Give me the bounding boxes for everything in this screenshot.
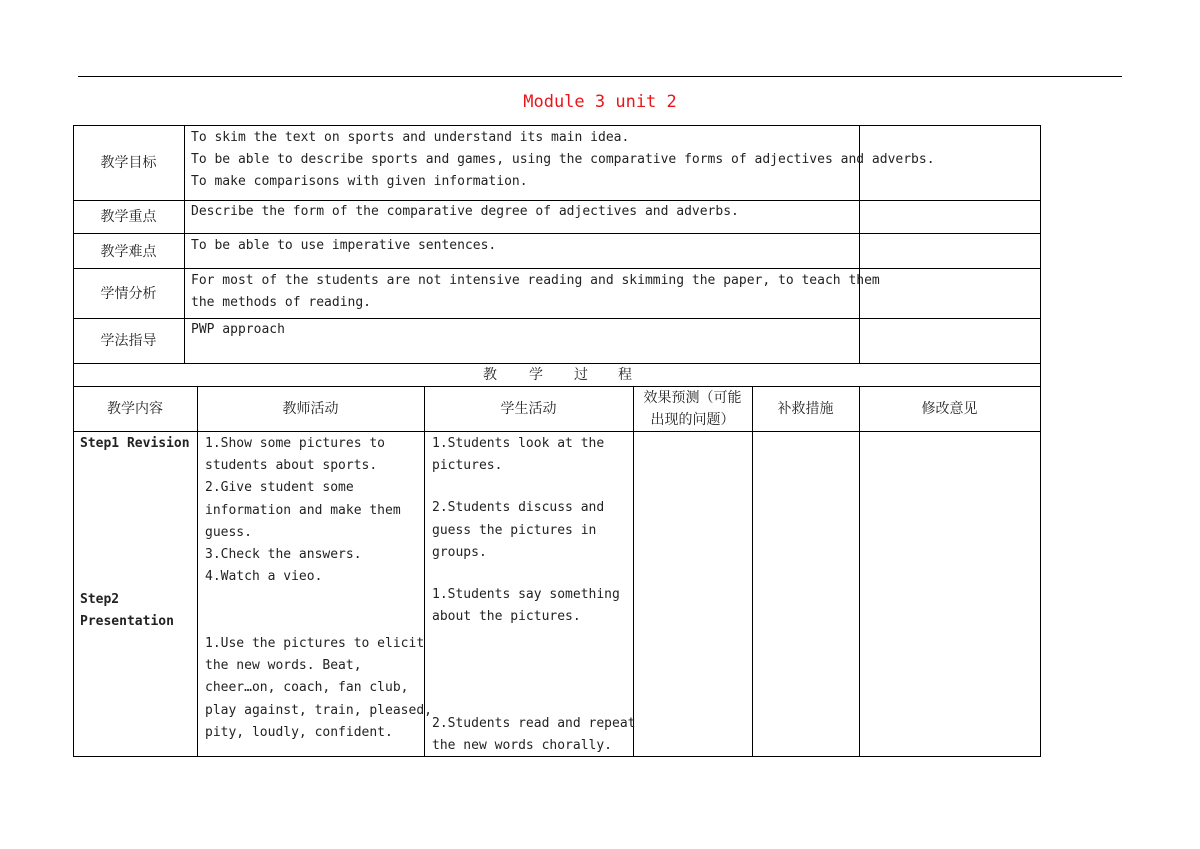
learner-analysis-line-2: the methods of reading.: [191, 295, 372, 310]
key-points-text: Describe the form of the comparative degree of adjectives and adverbs.: [191, 204, 739, 219]
header-rule: [78, 76, 1122, 77]
page-title: Module 3 unit 2: [523, 92, 677, 112]
objectives-line-1: To skim the text on sports and understand its main idea.: [191, 130, 630, 145]
col-header-effect-line-1: 效果预测（可能: [643, 390, 742, 406]
learner-analysis-line-1: For most of the students are not intensive reading and skimming the paper, to teach them: [191, 273, 880, 288]
step1-label: Step1 Revision: [80, 436, 190, 451]
method-guidance-text: PWP approach: [191, 322, 285, 337]
col-header-student: 学生活动: [500, 401, 557, 417]
label-objectives: 教学目标: [100, 155, 157, 171]
difficulties-text: To be able to use imperative sentences.: [191, 238, 497, 253]
label-learner-analysis: 学情分析: [100, 286, 157, 302]
label-key-points: 教学重点: [100, 209, 157, 225]
col-header-teacher: 教师活动: [282, 401, 339, 417]
col-header-remedy: 补救措施: [777, 401, 834, 417]
label-difficulties: 教学难点: [100, 244, 157, 260]
step2-label-line-1: Step2: [80, 592, 120, 607]
label-method-guidance: 学法指导: [100, 333, 157, 349]
col-header-content: 教学内容: [107, 401, 163, 417]
step2-label-line-2: Presentation: [80, 614, 174, 629]
objectives-line-2: To be able to describe sports and games, using the comparative forms of adjectives and adverbs.: [191, 152, 935, 167]
objectives-line-3: To make comparisons with given information.: [191, 174, 528, 189]
col-header-revision: 修改意见: [921, 401, 978, 417]
col-header-effect-line-2: 出现的问题）: [650, 412, 735, 428]
